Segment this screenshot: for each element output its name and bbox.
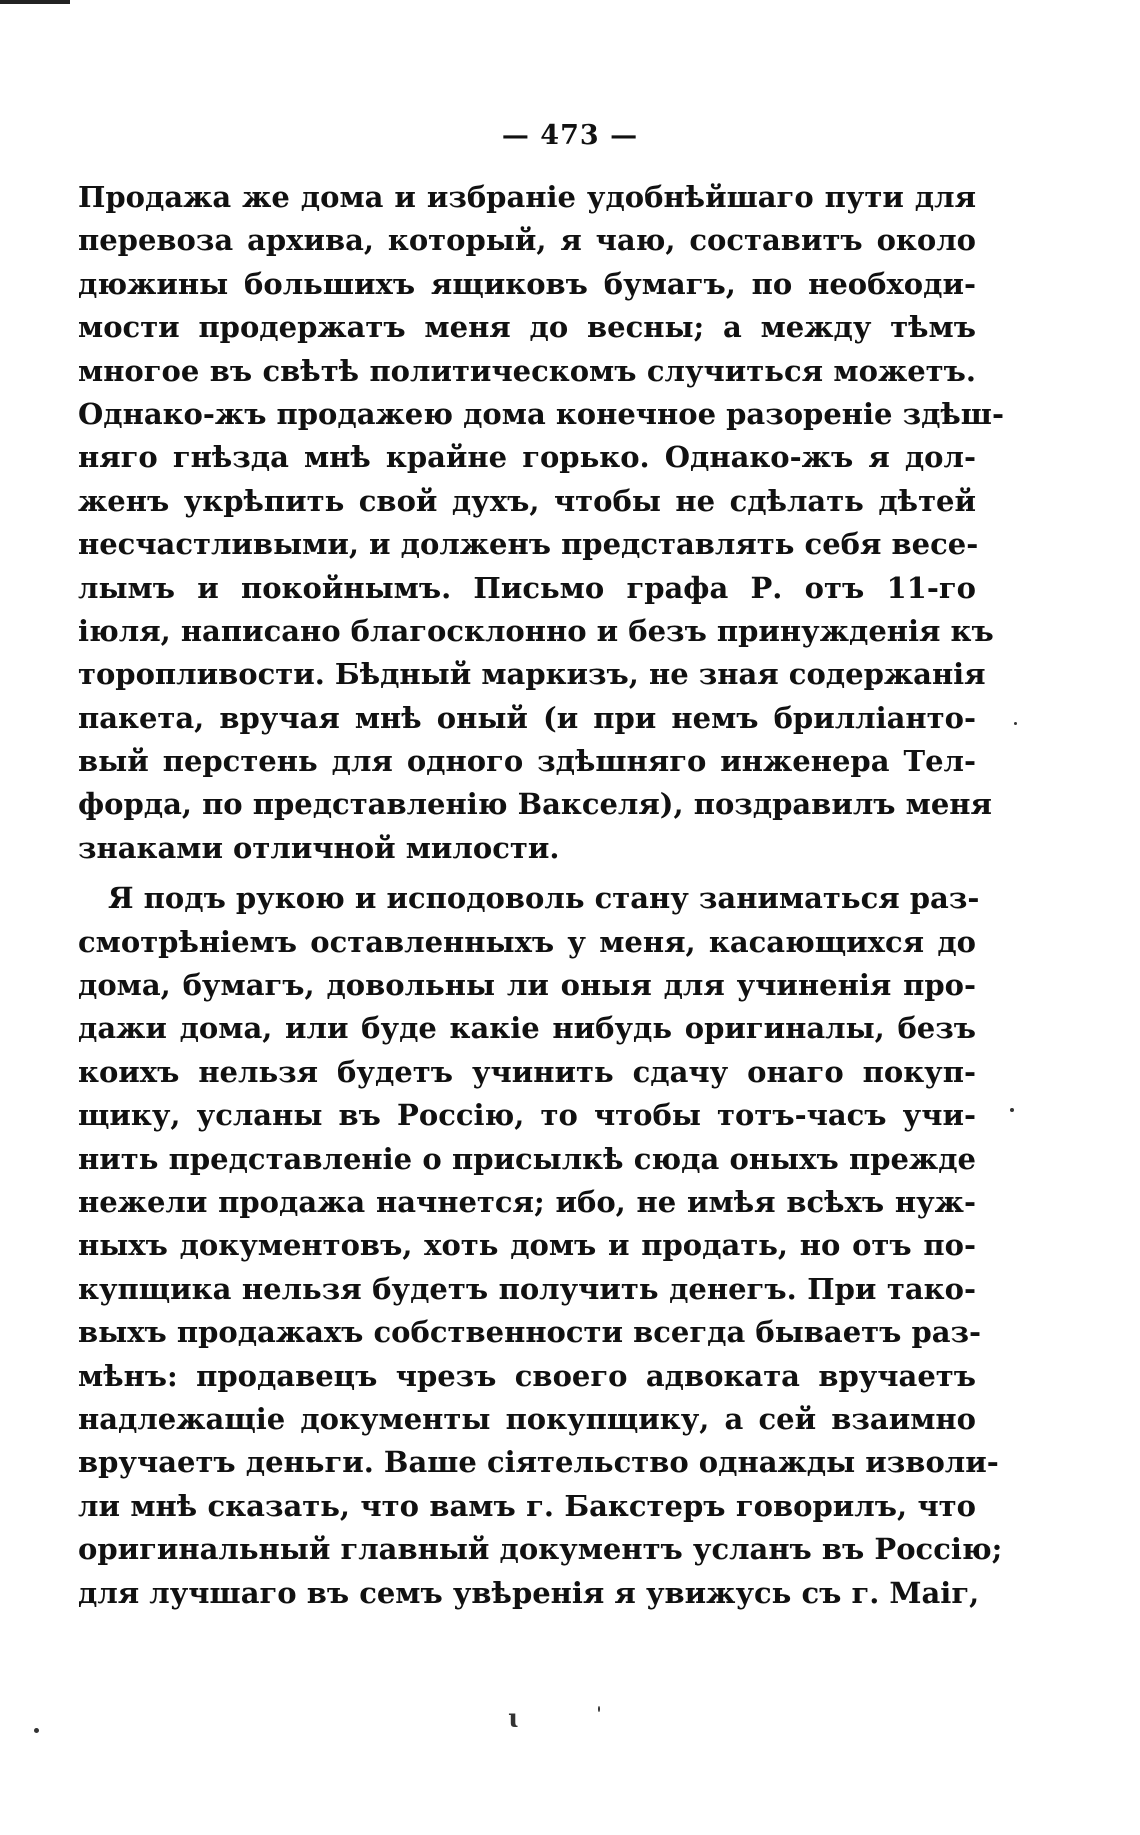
text-line: Однако-жъ продажею дома конечное разореніе здѣш-: [78, 396, 1005, 431]
text-line: щику, усланы въ Россію, то чтобы тотъ-часъ учи-: [78, 1098, 976, 1133]
text-line: форда, по представленію Вакселя), поздравилъ меня: [78, 787, 992, 822]
text-line: вручаетъ деньги. Ваше сіятельство однажды изволи-: [78, 1445, 999, 1480]
text-line: выхъ продажахъ собственности всегда бываетъ раз-: [78, 1315, 982, 1350]
ink-speck: [598, 1706, 600, 1712]
text-line: дажи дома, или буде какіе нибудь оригиналы, безъ: [78, 1011, 976, 1046]
text-line: ли мнѣ сказать, что вамъ г. Бакстеръ говорилъ, что: [78, 1488, 976, 1523]
text-line: Продажа же дома и избраніе удобнѣйшаго пути для: [78, 180, 976, 214]
text-line: несчастливыми, и долженъ представлять себя весе-: [78, 527, 979, 562]
text-line: коихъ нельзя будетъ учинить сдачу онаго покуп-: [78, 1054, 976, 1089]
text-line: дома, бумагъ, довольны ли оныя для учиненія про-: [78, 968, 976, 1003]
paragraph-1: [78, 176, 1005, 870]
text-line: вый перстень для одного здѣшняго инженера Тел-: [78, 744, 976, 779]
text-line: ныхъ документовъ, хоть домъ и продать, но отъ по-: [78, 1228, 976, 1263]
page-number: — 473 —: [501, 120, 639, 151]
text-line: смотрѣніемъ оставленныхъ у меня, касающихся до: [78, 924, 976, 959]
text-line: многое въ свѣтѣ политическомъ случиться можетъ.: [78, 353, 976, 388]
text-line: нить представленіе о присылкѣ сюда оныхъ прежде: [78, 1141, 976, 1176]
text-line: надлежащіе документы покупщику, а сей взаимно: [78, 1401, 976, 1436]
text-line: мѣнъ: продавецъ чрезъ своего адвоката вручаетъ: [78, 1358, 976, 1393]
text-line: Я подъ рукою и исподоволь стану заниматься раз-: [108, 881, 980, 916]
body-text: [78, 176, 1005, 1615]
ink-speck: [1014, 722, 1017, 725]
top-edge-rule: [0, 0, 70, 4]
text-line: дюжины большихъ ящиковъ бумагъ, по необходи-: [78, 266, 976, 301]
text-line: нежели продажа начнется; ибо, не имѣя всѣхъ нуж-: [78, 1184, 976, 1219]
ink-speck: [34, 1728, 39, 1733]
text-line: перевоза архива, который, я чаю, составитъ около: [78, 223, 976, 258]
text-line: торопливости. Бѣдный маркизъ, не зная содержанія: [78, 657, 986, 692]
text-line: пакета, вручая мнѣ оный (и при немъ брилліанто-: [78, 700, 976, 735]
footer-mark: ɩ: [508, 1704, 518, 1734]
text-line: іюля, написано благосклонно и безъ принужденія къ: [78, 613, 994, 648]
text-line: мости продержатъ меня до весны; а между тѣмъ: [78, 310, 976, 345]
text-line: знаками отличной милости.: [78, 830, 560, 865]
text-line: няго гнѣзда мнѣ крайне горько. Однако-жъ я дол-: [78, 440, 976, 475]
text-line: лымъ и покойнымъ. Письмо графа Р. отъ 11-го: [78, 570, 976, 605]
text-line: оригинальный главный документъ усланъ въ Россію;: [78, 1532, 1003, 1567]
ink-speck: [1010, 1108, 1014, 1112]
text-line: купщика нельзя будетъ получить денегъ. При тако-: [78, 1271, 976, 1306]
paragraph-spacer: [78, 870, 976, 877]
text-line: женъ укрѣпить свой духъ, чтобы не сдѣлать дѣтей: [78, 483, 976, 518]
text-line: для лучшаго въ семъ увѣренія я увижусь съ г. Маіг,: [78, 1575, 980, 1610]
paragraph-2: [78, 877, 1003, 1615]
